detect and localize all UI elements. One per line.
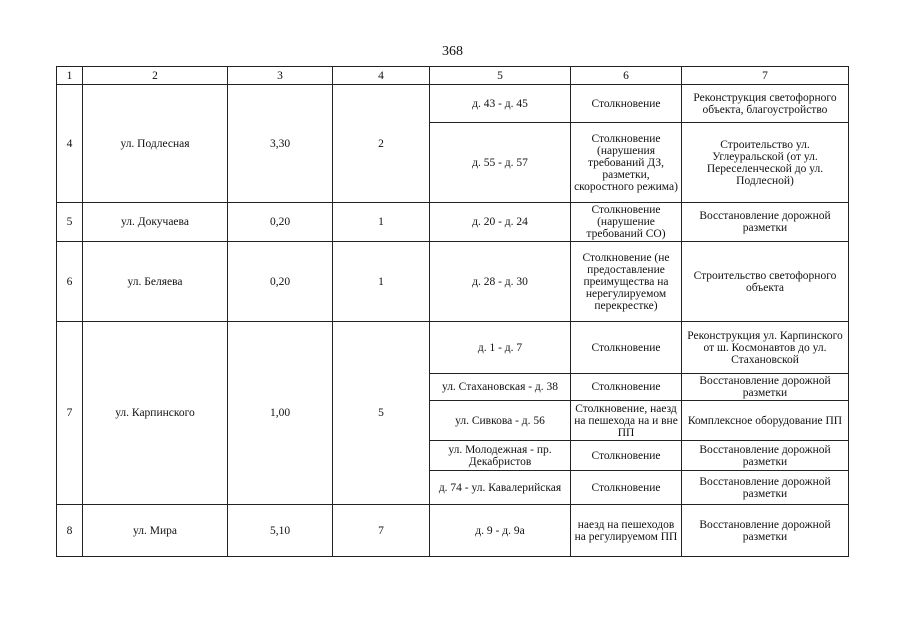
table-row xyxy=(57,322,849,374)
segment-range: д. 43 - д. 45 xyxy=(430,85,571,123)
segment-range: д. 28 - д. 30 xyxy=(430,242,571,322)
accident-type: Столкновение, наезд на пешехода на и вне ПП xyxy=(571,401,682,441)
accident-type: Столкновение (нарушение требований СО) xyxy=(571,203,682,242)
header-row xyxy=(57,67,849,85)
row-number: 6 xyxy=(57,242,83,322)
street-length: 5,10 xyxy=(228,505,333,557)
accident-type: Столкновение (нарушения требований ДЗ, разметки, скоростного режима) xyxy=(571,123,682,203)
segment-range: д. 1 - д. 7 xyxy=(430,322,571,374)
planned-measure: Восстановление дорожной разметки xyxy=(682,471,849,505)
table-row xyxy=(57,85,849,123)
accident-type: Столкновение (не предоставление преимущества на нерегулируемом перекрестке) xyxy=(571,242,682,322)
accident-type: Столкновение xyxy=(571,322,682,374)
accident-type: Столкновение xyxy=(571,441,682,471)
accident-type: Столкновение xyxy=(571,374,682,401)
accident-count: 1 xyxy=(333,203,430,242)
segment-range: д. 74 - ул. Кавалерийская xyxy=(430,471,571,505)
accident-type: наезд на пешеходов на регулируемом ПП xyxy=(571,505,682,557)
segment-range: ул. Стахановская - д. 38 xyxy=(430,374,571,401)
planned-measure: Строительство ул. Углеуральской (от ул. Переселенческой до ул. Подлесной) xyxy=(682,123,849,203)
street-length: 0,20 xyxy=(228,203,333,242)
table-row xyxy=(57,505,849,557)
street-name: ул. Беляева xyxy=(83,242,228,322)
accident-type: Столкновение xyxy=(571,471,682,505)
header-cell: 2 xyxy=(83,67,228,85)
row-number: 4 xyxy=(57,85,83,203)
planned-measure: Восстановление дорожной разметки xyxy=(682,505,849,557)
header-cell: 6 xyxy=(571,67,682,85)
page-number: 368 xyxy=(442,44,463,59)
planned-measure: Восстановление дорожной разметки xyxy=(682,203,849,242)
planned-measure: Реконструкция ул. Карпинского от ш. Космонавтов до ул. Стахановской xyxy=(682,322,849,374)
street-length: 3,30 xyxy=(228,85,333,203)
header-cell: 7 xyxy=(682,67,849,85)
street-name: ул. Подлесная xyxy=(83,85,228,203)
header-cell: 5 xyxy=(430,67,571,85)
accident-count: 5 xyxy=(333,322,430,505)
accident-type: Столкновение xyxy=(571,85,682,123)
row-number: 8 xyxy=(57,505,83,557)
table-row xyxy=(57,203,849,242)
planned-measure: Реконструкция светофорного объекта, благоустройство xyxy=(682,85,849,123)
street-name: ул. Карпинского xyxy=(83,322,228,505)
header-cell: 1 xyxy=(57,67,83,85)
planned-measure: Строительство светофорного объекта xyxy=(682,242,849,322)
table-row xyxy=(57,242,849,322)
segment-range: ул. Молодежная - пр. Декабристов xyxy=(430,441,571,471)
data-table xyxy=(56,66,849,557)
street-length: 1,00 xyxy=(228,322,333,505)
street-name: ул. Докучаева xyxy=(83,203,228,242)
street-length: 0,20 xyxy=(228,242,333,322)
planned-measure: Восстановление дорожной разметки xyxy=(682,374,849,401)
segment-range: д. 55 - д. 57 xyxy=(430,123,571,203)
header-cell: 3 xyxy=(228,67,333,85)
planned-measure: Восстановление дорожной разметки xyxy=(682,441,849,471)
accident-count: 2 xyxy=(333,85,430,203)
accident-count: 1 xyxy=(333,242,430,322)
segment-range: д. 9 - д. 9а xyxy=(430,505,571,557)
row-number: 7 xyxy=(57,322,83,505)
segment-range: ул. Сивкова - д. 56 xyxy=(430,401,571,441)
row-number: 5 xyxy=(57,203,83,242)
header-cell: 4 xyxy=(333,67,430,85)
street-name: ул. Мира xyxy=(83,505,228,557)
segment-range: д. 20 - д. 24 xyxy=(430,203,571,242)
planned-measure: Комплексное оборудование ПП xyxy=(682,401,849,441)
accident-count: 7 xyxy=(333,505,430,557)
